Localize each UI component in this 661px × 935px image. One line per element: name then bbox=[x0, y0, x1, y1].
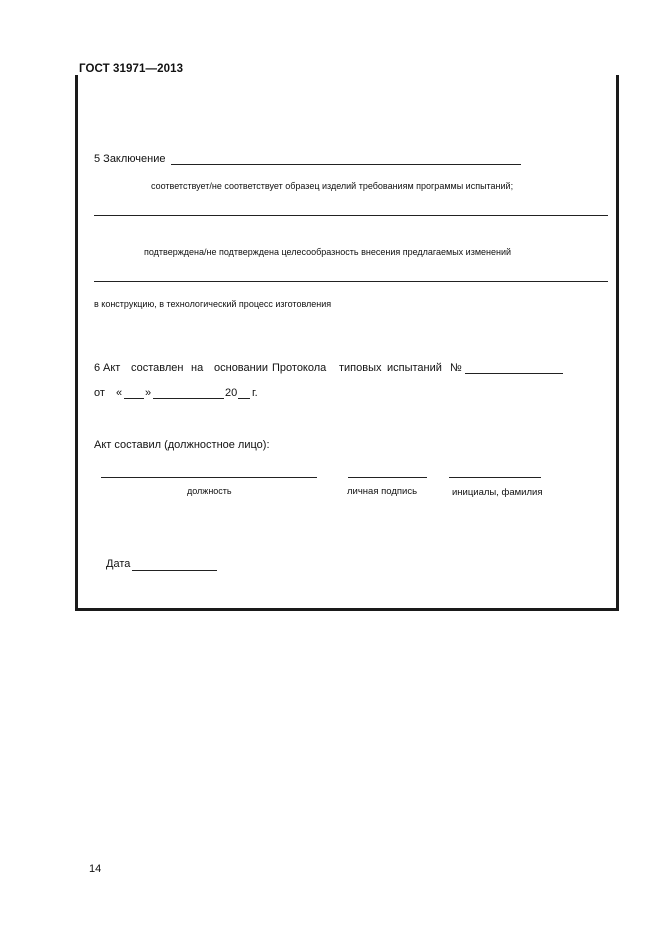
section6-word-on: на bbox=[191, 362, 204, 374]
personal-signature-caption: личная подпись bbox=[347, 486, 418, 497]
name-input-line[interactable] bbox=[449, 477, 541, 478]
conformity-caption: соответствует/не соответствует образец изделий требованиям программы испытаний; bbox=[151, 181, 514, 191]
conclusion-input-line[interactable] bbox=[171, 164, 521, 165]
compiled-by-label: Акт составил (должностное лицо): bbox=[94, 439, 270, 451]
section6-word-act: Акт bbox=[103, 362, 121, 374]
document-standard-title: ГОСТ 31971—2013 bbox=[79, 63, 184, 75]
date-close-quote: » bbox=[145, 387, 152, 399]
protocol-number-input-line[interactable] bbox=[465, 373, 563, 374]
date-input-line[interactable] bbox=[132, 570, 217, 571]
year-input-line[interactable] bbox=[238, 398, 250, 399]
section6-number: 6 bbox=[94, 362, 101, 374]
date-open-quote: « bbox=[116, 387, 123, 399]
date-from-label: от bbox=[94, 387, 105, 399]
section6-number-sign: № bbox=[450, 362, 462, 374]
year-prefix: 20 bbox=[225, 387, 238, 399]
position-caption: должность bbox=[187, 486, 232, 496]
date-label: Дата bbox=[106, 558, 131, 570]
name-caption: инициалы, фамилия bbox=[452, 487, 543, 498]
confirmation-input-line[interactable] bbox=[94, 215, 608, 216]
page-number: 14 bbox=[89, 863, 102, 875]
section6-word-compiled: составлен bbox=[131, 362, 184, 374]
design-process-text: в конструкцию, в технологический процесс изготовления bbox=[94, 299, 332, 309]
section6-word-typical: типовых bbox=[339, 362, 382, 374]
section5-label: 5 Заключение bbox=[94, 153, 166, 165]
personal-signature-input-line[interactable] bbox=[348, 477, 427, 478]
position-input-line[interactable] bbox=[101, 477, 317, 478]
confirmation-caption: подтверждена/не подтверждена целесообразность внесения предлагаемых изменений bbox=[144, 247, 512, 257]
design-input-line[interactable] bbox=[94, 281, 608, 282]
section6-word-protocol: Протокола bbox=[272, 362, 327, 374]
day-input-line[interactable] bbox=[124, 398, 144, 399]
year-suffix: г. bbox=[252, 387, 258, 399]
section6-word-tests: испытаний bbox=[387, 362, 442, 374]
month-input-line[interactable] bbox=[153, 398, 224, 399]
section6-word-basis: основании bbox=[214, 362, 269, 374]
